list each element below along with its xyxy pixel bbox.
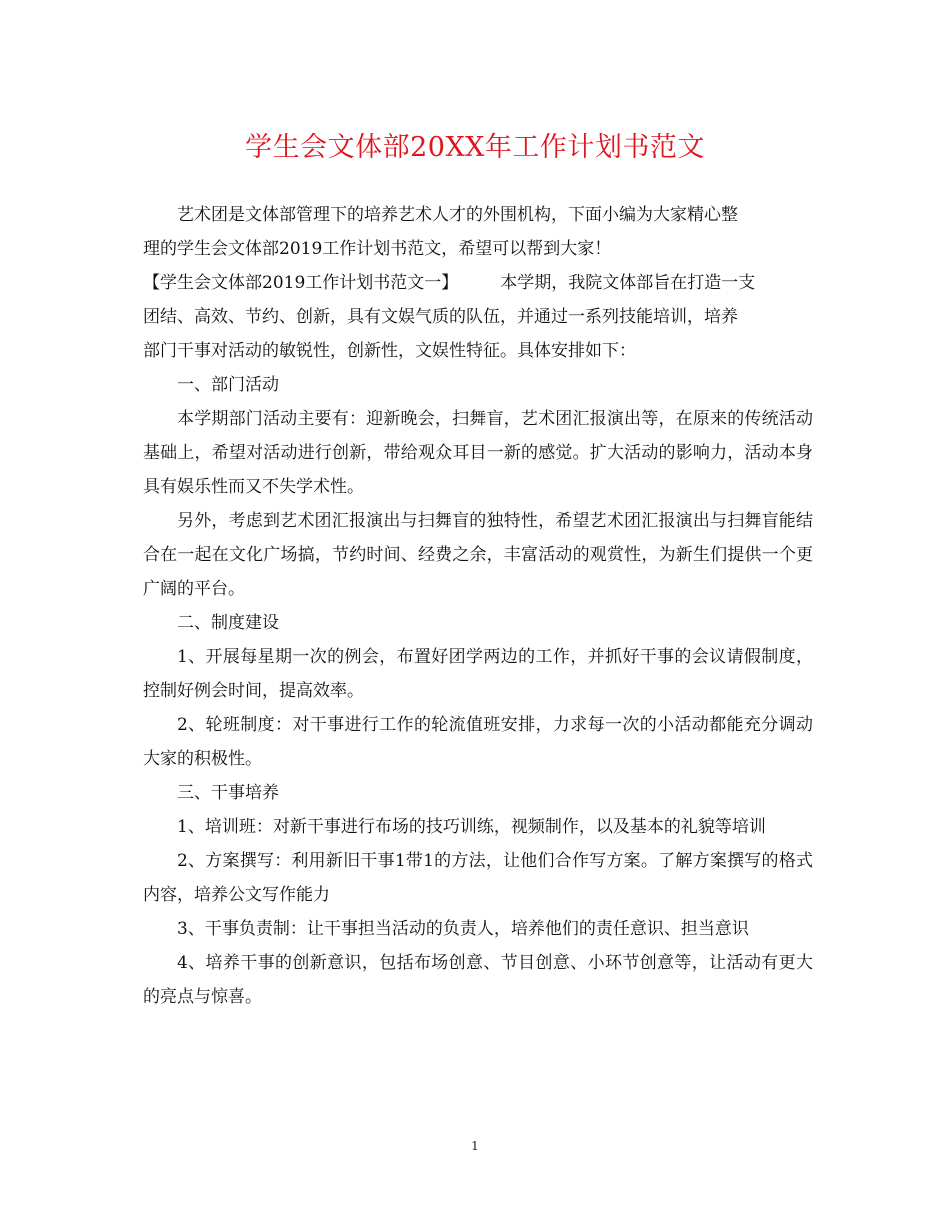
document-body [143, 198, 813, 1014]
paragraph-system-1: 1、开展每星期一次的例会，布置好团学两边的工作，并抓好干事的会议请假制度，控制好例会时间，提高效率。 [143, 647, 813, 701]
paragraph-system-2: 2、轮班制度：对干事进行工作的轮流值班安排，力求每一次的小活动都能充分调动大家的积极性。 [143, 715, 813, 769]
page-title: 学生会文体部20XX年工作计划书范文 [245, 132, 705, 163]
sample-heading-line [143, 266, 813, 300]
section-heading-training: 三、干事培养 [177, 783, 279, 803]
paragraph-activities-2: 另外，考虑到艺术团汇报演出与扫舞盲的独特性，希望艺术团汇报演出与扫舞盲能结合在一起在文化广场搞，节约时间、经费之余，丰富活动的观赏性，为新生们提供一个更广阔的平台。 [143, 511, 813, 599]
sample-line-2: 团结、高效、节约、创新，具有文娱气质的队伍，并通过一系列技能培训，培养 [143, 307, 738, 327]
sample-line-3: 部门干事对活动的敏锐性，创新性，文娱性特征。具体安排如下： [143, 341, 636, 361]
section-heading-activities: 一、部门活动 [177, 375, 279, 395]
paragraph-activities-1: 本学期部门活动主要有：迎新晚会，扫舞盲，艺术团汇报演出等，在原来的传统活动基础上，希望对活动进行创新，带给观众耳目一新的感觉。扩大活动的影响力，活动本身具有娱乐性而又不失学术性。 [143, 409, 813, 497]
sample-heading: 【学生会文体部2019工作计划书范文一】 [143, 273, 459, 293]
intro-line-2: 理的学生会文体部2019工作计划书范文，希望可以帮到大家！ [143, 239, 612, 259]
page-number: 1 [471, 1139, 479, 1153]
paragraph-training-1: 1、培训班：对新干事进行布场的技巧训练，视频制作，以及基本的礼貌等培训 [177, 817, 766, 837]
paragraph-training-4: 4、培养干事的创新意识，包括布场创意、节目创意、小环节创意等，让活动有更大的亮点与惊喜。 [143, 953, 813, 1007]
paragraph-training-3: 3、干事负责制：让干事担当活动的负责人，培养他们的责任意识、担当意识 [177, 919, 749, 939]
intro-line-1: 艺术团是文体部管理下的培养艺术人才的外围机构，下面小编为大家精心整 [177, 205, 738, 225]
paragraph-training-2: 2、方案撰写：利用新旧干事1带1的方法，让他们合作写方案。了解方案撰写的格式内容，培养公文写作能力 [143, 851, 813, 905]
section-heading-system: 二、制度建设 [177, 613, 279, 633]
sample-line-1: 本学期，我院文体部旨在打造一支 [500, 273, 756, 293]
